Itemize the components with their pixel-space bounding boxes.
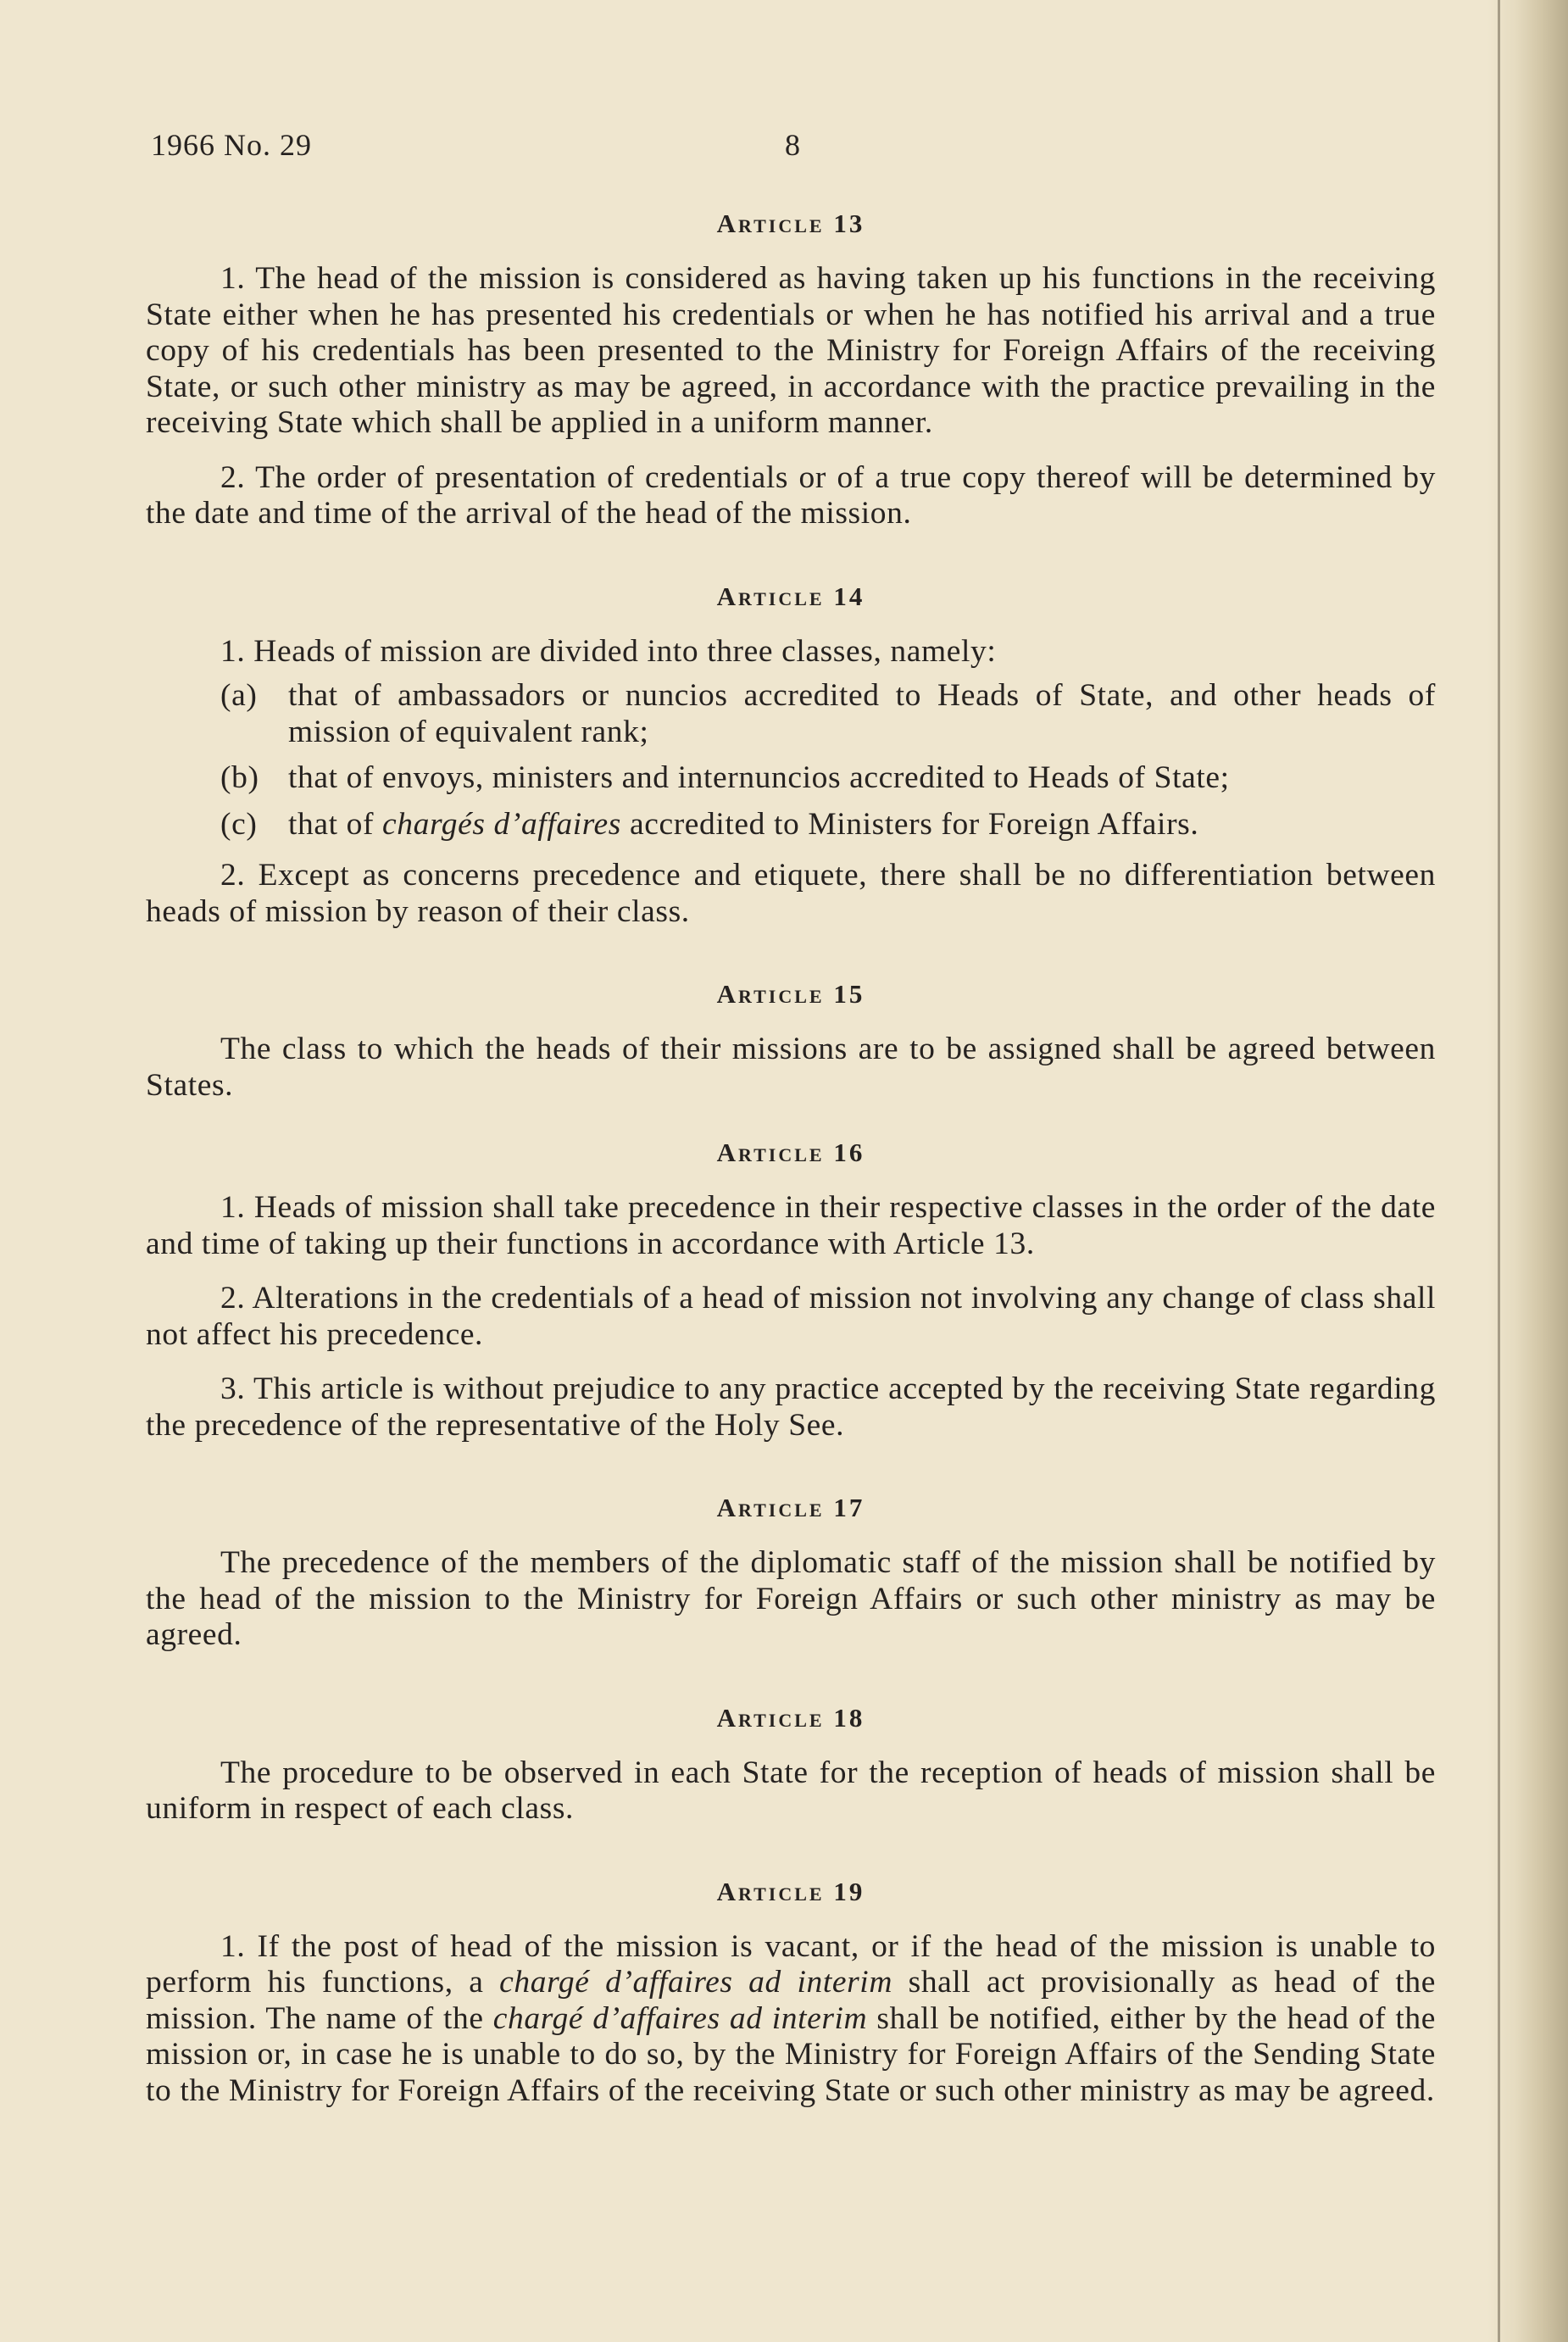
paragraph: 2. Alterations in the credentials of a head of mission not involving any change of class shall not affect his precedence.	[146, 1281, 1436, 1352]
list-marker: (b)	[220, 760, 259, 795]
article-14	[146, 551, 1436, 931]
text-run: shall act provisionally as head of the mission. The name of the	[146, 1965, 1436, 2036]
list-item-text: that of ambassadors or nuncios accredited to Heads of State, and other heads of mission of equivalent rank;	[288, 678, 1436, 749]
paragraph	[146, 1929, 1436, 2110]
italic-term: chargé d’affaires ad interim	[492, 2000, 868, 2036]
article-17	[146, 1462, 1436, 1654]
list-item-text-before: that of	[288, 806, 383, 842]
paragraph: 1. The head of the mission is considered as having taken up his functions in the receiving State either when he has presented his credentials or when he has notified his arrival and a true copy of his credentials has been presented to the Ministry for Foreign Affairs of the receiving State, or such other ministry as may be agreed, in accordance with the practice prevailing in the receiving State which shall be applied in a uniform manner.	[146, 261, 1436, 440]
paragraph: 2. The order of presentation of credentials or of a true copy thereof will be determined by the date and time of the arrival of the head of the mission.	[146, 459, 1436, 531]
paragraph: 2. Except as concerns precedence and etiquete, there shall be no differentiation between heads of mission by reason of their class.	[146, 858, 1436, 929]
article-13	[146, 178, 1436, 532]
text-run: 1. If the post of head of the mission is vacant, or if the head of the mission is unable to perform his functions, a	[146, 1928, 1436, 2000]
article-18	[146, 1672, 1436, 1827]
act-year-number: 1966 No. 29	[151, 128, 312, 162]
list-marker: (a)	[220, 678, 258, 713]
article-heading: Article 16	[716, 1138, 865, 1167]
article-15	[146, 948, 1436, 1104]
article-16	[146, 1122, 1436, 1444]
article-heading: Article 14	[716, 581, 865, 611]
paragraph: The precedence of the members of the diplomatic staff of the mission shall be notified by the head of the mission to the Ministry for Foreign Affairs or such other ministry as may be agreed.	[146, 1545, 1436, 1652]
list-item-text-italic: chargés d’affaires	[382, 806, 621, 842]
paragraph: The class to which the heads of their missions are to be assigned shall be agreed between States.	[146, 1032, 1436, 1103]
list-item-text-after: accredited to Ministers for Foreign Affairs.	[620, 806, 1199, 842]
article-heading: Article 15	[716, 979, 865, 1009]
paragraph: The procedure to be observed in each State for the reception of heads of mission shall be uniform in respect of each class.	[146, 1755, 1436, 1826]
italic-term: chargé d’affaires ad interim	[499, 1965, 893, 2000]
document-body	[146, 178, 1436, 2128]
paragraph: 3. This article is without prejudice to any practice accepted by the receiving State regarding the precedence of the representative of the Holy See.	[146, 1371, 1436, 1443]
list-item	[146, 678, 1436, 750]
list-item-text: that of envoys, ministers and internuncios accredited to Heads of State;	[288, 760, 1230, 795]
list-marker: (c)	[220, 806, 258, 842]
list-item	[146, 807, 1436, 843]
page-edge	[1498, 0, 1500, 2342]
document-page	[146, 119, 1441, 2255]
page-number: 8	[785, 128, 801, 162]
text-run: shall be notified, either by the head of the mission or, in case he is unable to do so, by the Ministry for Foreign Affairs of the Sending State to the Ministry for Foreign Affairs of the receiving State or such other ministry as may be agreed.	[146, 2000, 1437, 2108]
article-heading: Article 17	[716, 1493, 865, 1522]
article-19	[146, 1846, 1436, 2110]
article-heading: Article 19	[716, 1876, 865, 1906]
list-item	[146, 760, 1436, 797]
article-heading: Article 13	[716, 209, 865, 238]
paragraph: 1. Heads of mission are divided into three classes, namely:	[220, 633, 997, 669]
article-heading: Article 18	[716, 1702, 865, 1733]
paragraph: 1. Heads of mission shall take precedence in their respective classes in the order of the date and time of taking up their functions in accordance with Article 13.	[146, 1190, 1436, 1261]
running-head	[151, 127, 1422, 170]
